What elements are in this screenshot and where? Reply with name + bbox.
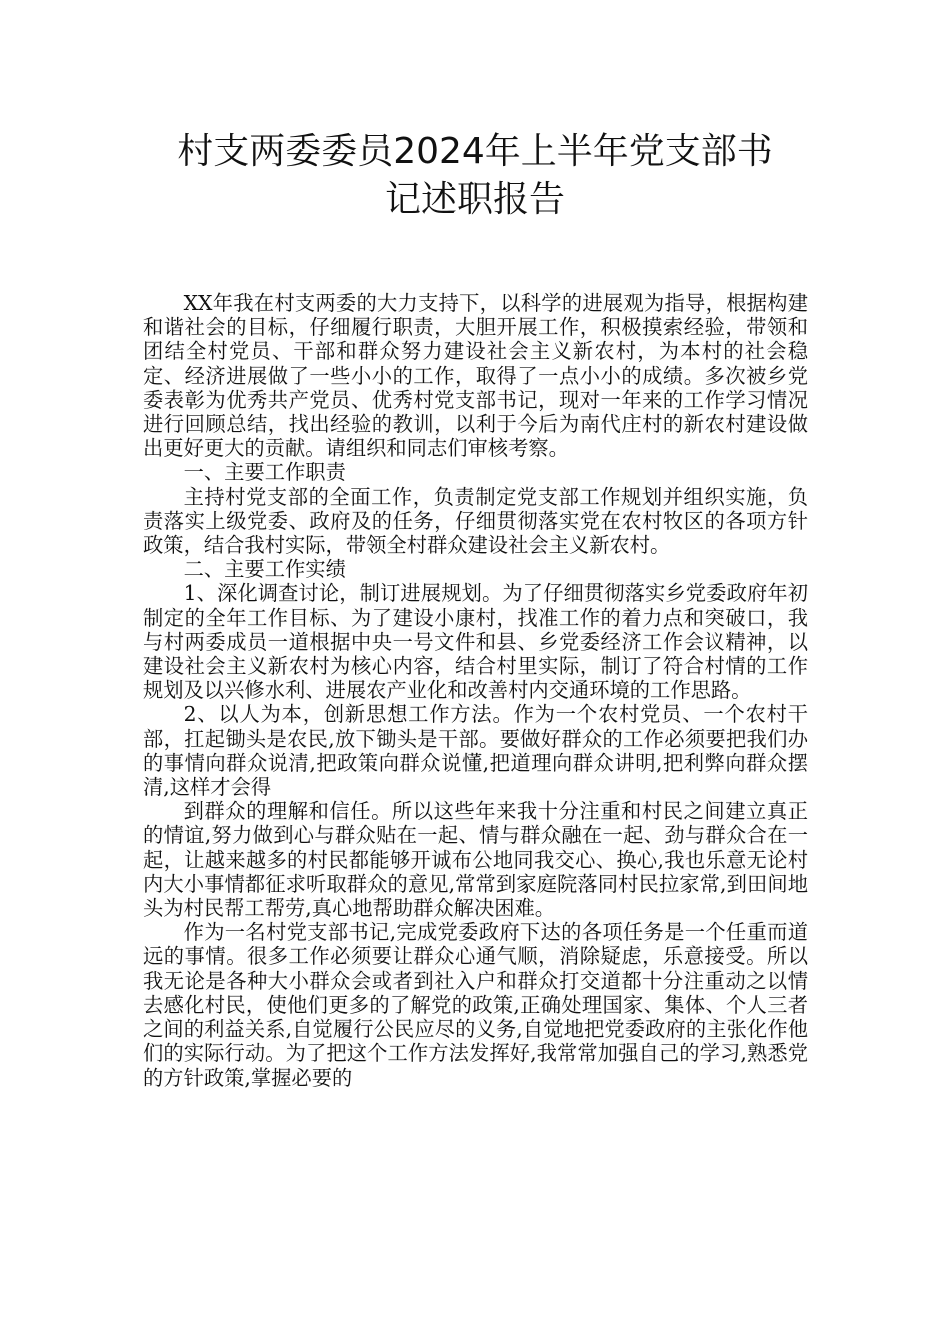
section-heading-duties: 一、主要工作职责 [183,460,346,485]
achievement-paragraph-1: 1、深化调查讨论，制订进展规划。为了仔细贯彻落实乡党委政府年初制定的全年工作目标、为了建设小康村，找准工作的着力点和突破口，我与村两委成员一道根据中央一号文件和县、乡党委经济工作会议精神，以建设社会主义新农村为核心内容，结合村里实际，制订了符合村情的工作规划及以兴修水利、进展农产业化和改善村内交通环境的工作思路。 [143,581,808,703]
intro-paragraph: XX年我在村支两委的大力支持下，以科学的进展观为指导，根据构建和谐社会的目标，仔细履行职责，大胆开展工作，积极摸索经验，带领和团结全村党员、干部和群众努力建设社会主义新农村，为本村的社会稳定、经济进展做了一些小小的工作，取得了一点小小的成绩。多次被乡党委表彰为优秀共产党员、优秀村党支部书记，现对一年来的工作学习情况进行回顾总结，找出经验的教训，以利于今后为南代庄村的新农村建设做出更好更大的贡献。请组织和同志们审核考察。 [143,291,808,461]
achievement-paragraph-2-continued: 到群众的理解和信任。所以这些年来我十分注重和村民之间建立真正的情谊,努力做到心与群众贴在一起、情与群众融在一起、劲与群众合在一起，让越来越多的村民都能够开诚布公地同我交心、换心,我也乐意无论村内大小事情都征求听取群众的意见,常常到家庭院落同村民拉家常,到田间地头为村民帮工帮劳,真心地帮助群众解决困难。 [143,799,808,921]
document-title-line-1: 村支两委委员2024年上半年党支部书 [177,131,773,172]
section-heading-achievements: 二、主要工作实绩 [183,557,346,582]
document-body [143,291,808,1090]
achievement-paragraph-2: 2、以人为本，创新思想工作方法。作为一个农村党员、一个农村干部，扛起锄头是农民,放下锄头是干部。要做好群众的工作必须要把我们办的事情向群众说清,把政策向群众说懂,把道理向群众讲明,把利弊向群众摆清,这样才会得 [143,702,808,800]
duties-paragraph: 主持村党支部的全面工作，负责制定党支部工作规划并组织实施，负责落实上级党委、政府及的任务，仔细贯彻落实党在农村牧区的各项方针政策，结合我村实际，带领全村群众建设社会主义新农村。 [143,484,808,558]
secretary-paragraph: 作为一名村党支部书记,完成党委政府下达的各项任务是一个任重而道远的事情。很多工作必须要让群众心通气顺，消除疑虑，乐意接受。所以我无论是各种大小群众会或者到社入户和群众打交道都十分注重动之以情去感化村民，使他们更多的了解党的政策,正确处理国家、集体、个人三者之间的利益关系,自觉履行公民应尽的义务,自觉地把党委政府的主张化作他们的实际行动。为了把这个工作方法发挥好,我常常加强自己的学习,熟悉党的方针政策,掌握必要的 [143,920,808,1090]
document-title-line-2: 记述职报告 [384,179,565,220]
